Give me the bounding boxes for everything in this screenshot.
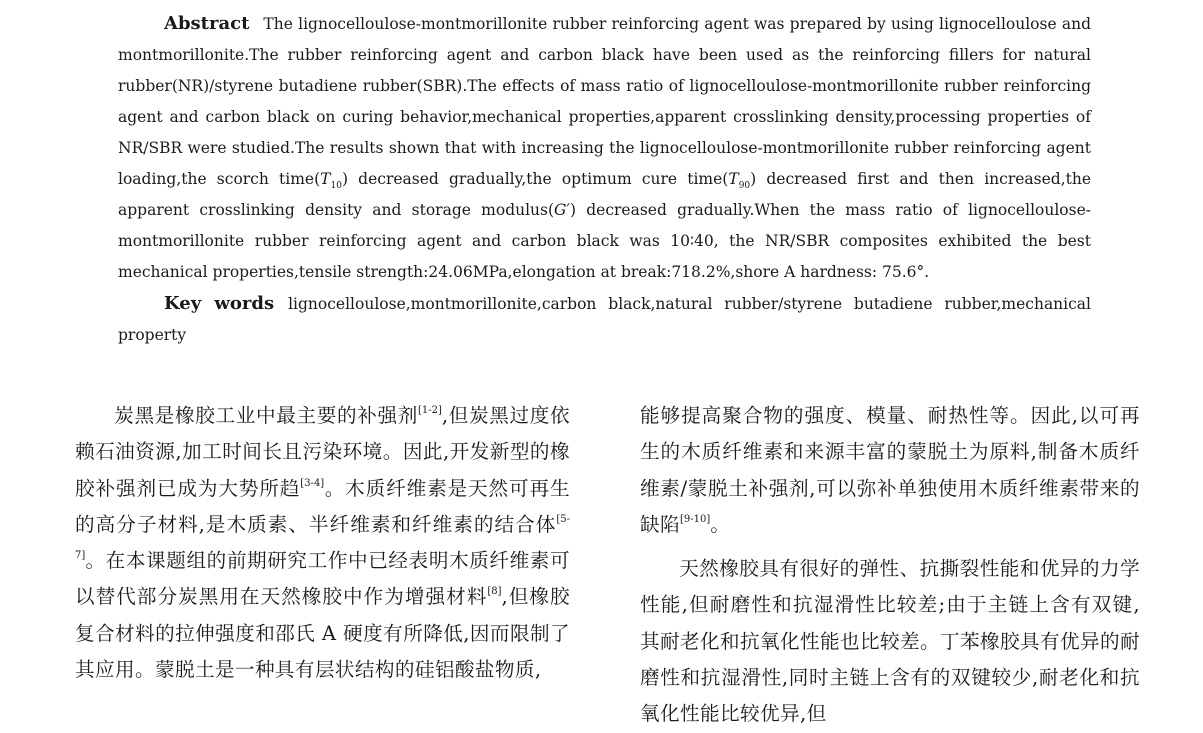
abstract-heading: Abstract [164,13,250,34]
citation: [3-4] [300,477,325,489]
left-text-2: ,但炭黑过度依赖石油资源,加工时间长且污染环境。因此,开发新型的橡胶补强剂已成为大势所趋 [75,404,571,500]
intro-paragraph-1-continued [640,398,1140,543]
t10-subscript: 10 [330,181,342,192]
left-text-4: 。在本课题组的前期研究工作中已经表明木质纤维素可以替代部分炭黑用在天然橡胶中作为增强材料 [75,549,570,609]
citation: [1-2] [417,405,442,416]
right-text-1: 能够提高聚合物的强度、模量、耐热性等。因此,以可再生的木质纤维素和来源丰富的蒙脱土为原料,制备木质纤维素/蒙脱土补强剂,可以弥补单独使用木质纤维素带来的缺陷 [640,404,1140,536]
abstract-text-3: ) decreased first and then increased,the apparent crosslinking density and storage modulus( [118,170,1092,219]
citation: [8] [487,586,502,598]
right-column [640,398,1140,733]
left-column [75,398,570,688]
abstract-paragraph [118,8,1091,288]
t10-symbol: T [320,170,331,188]
keywords-paragraph [118,288,1091,351]
abstract-text-4: ) decreased gradually.When the mass ratio of lignocelloulose-montmorillonite rubber reinforcing agent and carbon black was 10∶40, the NR/SBR composites exhibited the best mechanical properties,tensile strength:24.06MPa,elongation at break:718.2%,shore A hardness: 75.6°. [118,201,1091,281]
right-text-2: 。 [710,512,731,536]
citation: [5-7] [75,513,570,562]
intro-paragraph-1 [75,398,570,688]
abstract-section [118,8,1091,351]
citation: [9-10] [680,513,711,525]
keywords-heading: Key words [164,293,275,314]
abstract-text-1: The lignocelloulose-montmorillonite rubber reinforcing agent was prepared by using lignocelloulose and montmorillonite.The rubber reinforcing agent and carbon black have been used as the reinforcing fillers for natural rubber(NR)/styrene butadiene rubber(SBR).The effects of mass ratio of lignocelloulose-montmorillonite rubber reinforcing agent and carbon black on curing behavior,mechanical properties,apparent crosslinking density,processing properties of NR/SBR were studied.The results shown that with increasing the lignocelloulose-montmorillonite rubber reinforcing agent loading,the scorch time( [118,15,1091,188]
intro-paragraph-2: 天然橡胶具有很好的弹性、抗撕裂性能和优异的力学性能,但耐磨性和抗湿滑性比较差;由于主链上含有双键,其耐老化和抗氧化性能也比较差。丁苯橡胶具有优异的耐磨性和抗湿滑性,同时主链上含有的双键较少,耐老化和抗氧化性能比较优异,但 [640,557,1140,726]
left-text-3: 。木质纤维素是天然可再生的高分子材料,是木质素、半纤维素和纤维素的结合体 [75,476,570,536]
t90-subscript: 90 [738,181,751,192]
storage-modulus-symbol: G′ [554,201,570,219]
keywords-text: lignocelloulose,montmorillonite,carbon black,natural rubber/styrene butadiene rubber,mechanical property [118,295,1091,344]
left-text-5: ,但橡胶复合材料的拉伸强度和邵氏 A 硬度有所降低,因而限制了其应用。蒙脱土是一种具有层状结构的硅铝酸盐物质, [75,585,570,682]
left-text-1: 炭黑是橡胶工业中最主要的补强剂 [114,404,418,427]
t90-symbol: T [728,170,739,188]
abstract-text-2: ) decreased gradually,the optimum cure time( [341,170,729,188]
